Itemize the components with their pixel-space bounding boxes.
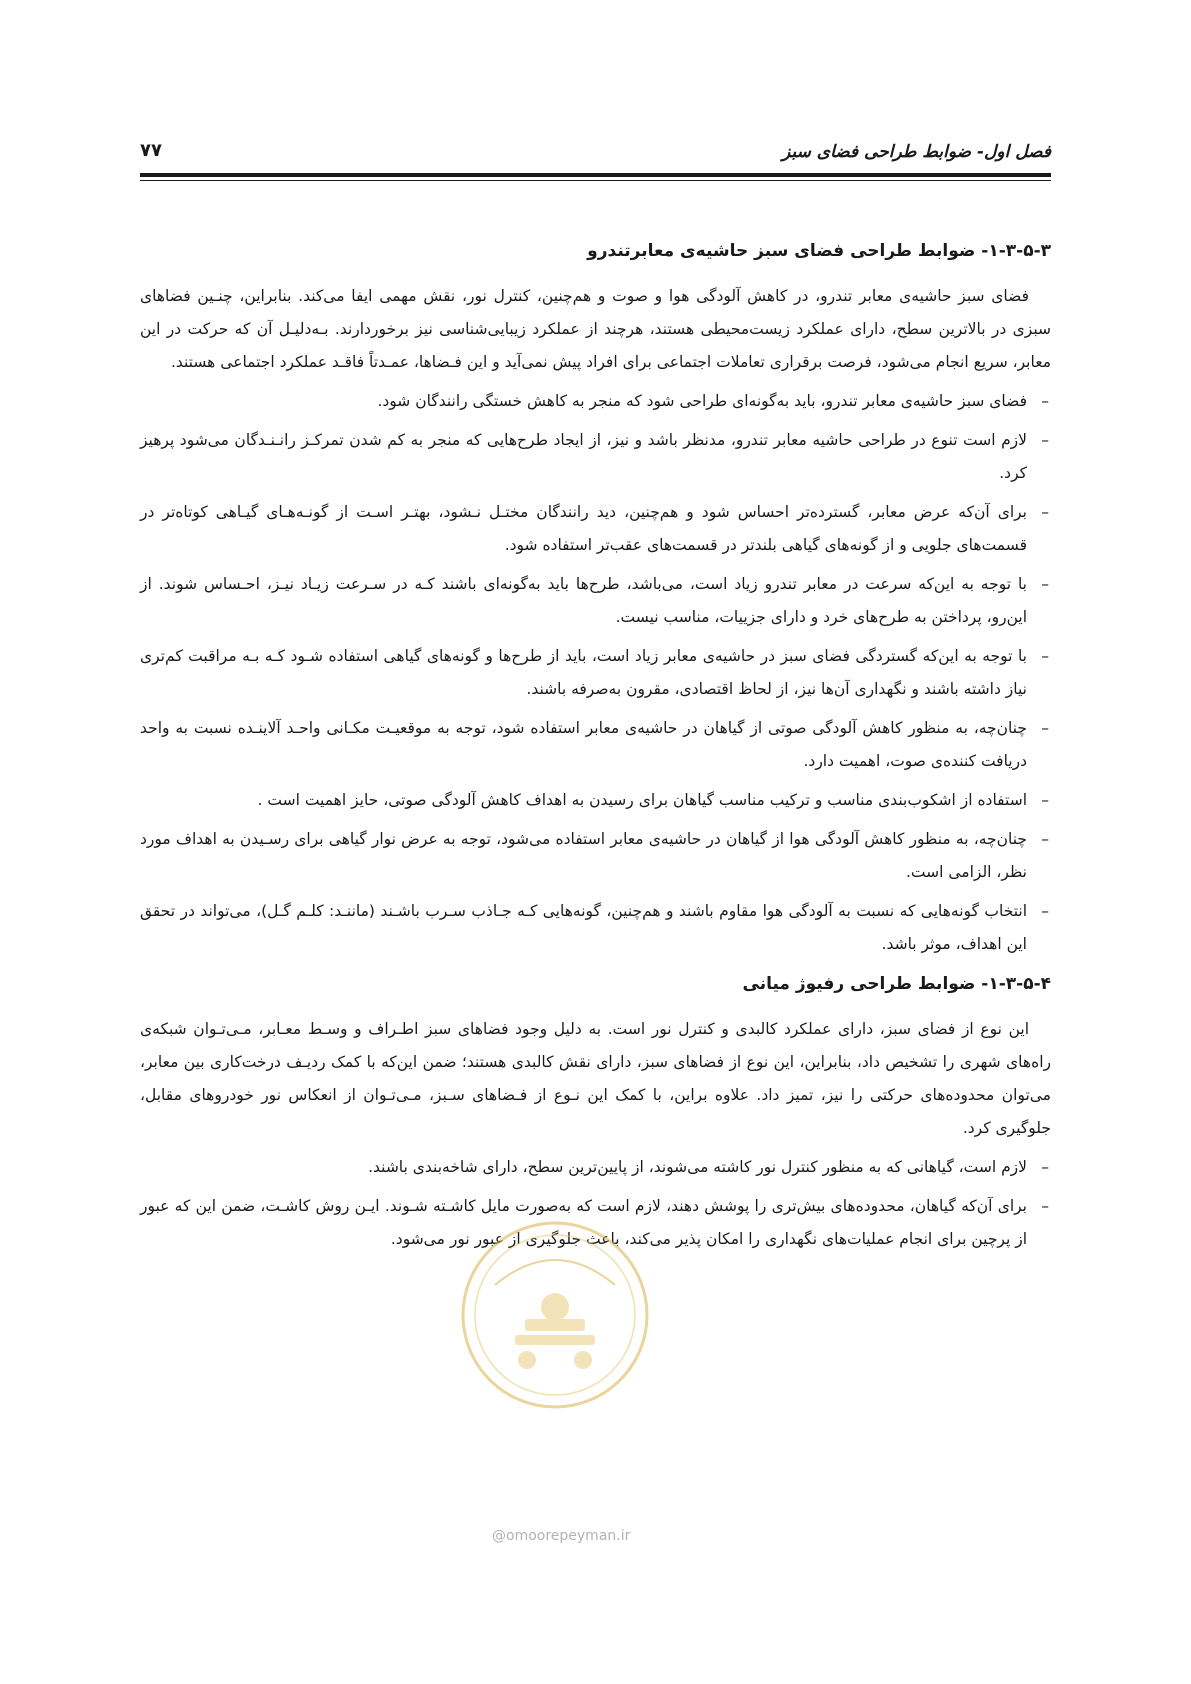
dash-bullet-icon: –	[1041, 902, 1049, 920]
dash-bullet-icon: –	[1041, 1158, 1049, 1176]
header-rule-thin	[140, 180, 1051, 181]
dash-bullet-icon: –	[1041, 503, 1049, 521]
list-item-text: استفاده از اشکوب‌بندی مناسب و ترکیب مناسب گیاهان برای رسیدن به اهداف کاهش آلودگی صوتی، حایز اهمیت است .	[257, 791, 1027, 809]
section-paragraph: فضای سبز حاشیه‌ی معابر تندرو، در کاهش آلودگی هوا و صوت و هم‌چنین، کنترل نور، نقش مهمی ایفا می‌کند. بنابراین، چنـین فضاهای سبزی در بالاترین سطح، دارای عملکرد زیست‌محیطی هستند، هرچند از عملکرد زیبایی‌شناسی نیز برخوردارند. بـه‌دلیـل آن که حرکت در این معابر، سریع انجام می‌شود، فرصت برقراری تعاملات اجتماعی برای افراد پیش نمی‌آید و این فـضاها، عمـدتاً فاقـد عملکرد اجتماعی هستند.	[140, 287, 1051, 371]
header-rule-thick	[140, 173, 1051, 177]
list-item-text: چنان‌چه، به منظور کاهش آلودگی صوتی از گیاهان در حاشیه‌ی معابر استفاده شود، توجه به موقعیـت مکـانی واحـد آلاینـده نسبت به واحد دریافت کننده‌ی صوت، اهمیت دارد.	[140, 719, 1027, 770]
bullet-list	[140, 385, 1051, 961]
dash-bullet-icon: –	[1041, 392, 1049, 410]
list-item	[140, 1190, 1051, 1256]
list-item-text: فضای سبز حاشیه‌ی معابر تندرو، باید به‌گونه‌ای طراحی شود که منجر به کاهش خستگی رانندگان شود.	[377, 392, 1027, 410]
list-item-text: چنان‌چه، به منظور کاهش آلودگی هوا از گیاهان در حاشیه‌ی معابر استفاده می‌شود، توجه به عرض نوار گیاهی برای رسـیدن به اهداف مورد نظر، الزامی است.	[140, 830, 1027, 881]
list-item	[140, 496, 1051, 562]
watermark-site-text	[492, 1528, 630, 1544]
page-number: ۷۷	[140, 140, 162, 161]
list-item	[140, 784, 1051, 817]
list-item-text: با توجه به این‌که سرعت در معابر تندرو زیاد است، می‌باشد، طرح‌ها باید به‌گونه‌ای باشند کـه در سـرعت زیـاد نیـز، احـساس شوند. از این‌رو، پرداختن به طرح‌های خرد و دارای جزییات، مناسب نیست.	[140, 575, 1027, 626]
dash-bullet-icon: –	[1041, 719, 1049, 737]
bullet-list	[140, 1151, 1051, 1256]
dash-bullet-icon: –	[1041, 830, 1049, 848]
watermark-at-icon: @	[492, 1528, 506, 1544]
running-title: فصل اول- ضوابط طراحی فضای سبز	[782, 142, 1051, 162]
dash-bullet-icon: –	[1041, 575, 1049, 593]
list-item-text: انتخاب گونه‌هایی که نسبت به آلودگی هوا مقاوم باشند و هم‌چنین، گونه‌هایی کـه جـاذب سـرب باشـند (ماننـد: کلـم گـل)، می‌تواند در تحقق این اهداف، موثر باشد.	[140, 902, 1027, 953]
list-item-text: لازم است، گیاهانی که به منظور کنترل نور کاشته می‌شوند، از پایین‌ترین سطح، دارای شاخه‌بندی باشند.	[368, 1158, 1027, 1176]
dash-bullet-icon: –	[1041, 791, 1049, 809]
page-body	[140, 236, 1051, 1264]
list-item	[140, 895, 1051, 961]
section-heading-highway-verge: ۱-۳-۵-۳- ضوابط طراحی فضای سبز حاشیه‌ی معابرتندرو	[587, 241, 1051, 261]
page-header	[140, 138, 1051, 178]
section-paragraph: این نوع از فضای سبز، دارای عملکرد کالبدی و کنترل نور است. به دلیل وجود فضاهای سبز اطـراف و وسـط معـابر، مـی‌تـوان شبکه‌ی راه‌های شهری را تشخیص داد، بنابراین، این نوع از فضاهای سبز، دارای نقش کالبدی هستند؛ ضمن این‌که با کمک ردیـف درخت‌کاری بین معابر، می‌توان محدوده‌های حرکتی را نیز، تمیز داد. علاوه براین، با کمک این نـوع از فـضاهای سـبز، مـی‌تـوان از انعکاس نور خودروهای مقابل، جلوگیری کرد.	[140, 1020, 1051, 1137]
list-item	[140, 385, 1051, 418]
section-heading-median-refuge: ۱-۳-۵-۴- ضوابط طراحی رفیوژ میانی	[742, 974, 1051, 994]
list-item-text: برای آن‌که عرض معابر، گسترده‌تر احساس شود و هم‌چنین، دید رانندگان مختـل نـشود، بهتـر اسـت از گونـه‌هـای گیـاهی کوتاه‌تر در قسمت‌های جلویی و از گونه‌های گیاهی بلندتر در قسمت‌های عقب‌تر استفاده شود.	[140, 503, 1027, 554]
list-item-text: با توجه به این‌که گستردگی فضای سبز در حاشیه‌ی معابر زیاد است، باید از طرح‌ها و گونه‌های گیاهی استفاده شـود کـه بـه مراقبت کم‌تری نیاز داشته باشند و نگهداری آن‌ها نیز، از لحاظ اقتصادی، مقرون به‌صرفه باشند.	[140, 647, 1027, 698]
list-item	[140, 568, 1051, 634]
watermark-site-label: omoorepeyman.ir	[506, 1528, 631, 1544]
dash-bullet-icon: –	[1041, 1197, 1049, 1215]
list-item	[140, 823, 1051, 889]
list-item	[140, 424, 1051, 490]
list-item	[140, 712, 1051, 778]
list-item-text: برای آن‌که گیاهان، محدوده‌های بیش‌تری را پوشش دهند، لازم است که به‌صورت مایل کاشـته شـوند. ایـن روش کاشـت، ضمن این که عبور از پرچین برای انجام عملیات‌های نگهداری را امکان پذیر می‌کند، باعث جلوگیری از عبور نور می‌شود.	[140, 1197, 1027, 1248]
list-item	[140, 1151, 1051, 1184]
dash-bullet-icon: –	[1041, 431, 1049, 449]
dash-bullet-icon: –	[1041, 647, 1049, 665]
list-item	[140, 640, 1051, 706]
list-item-text: لازم است تنوع در طراحی حاشیه معابر تندرو، مدنظر باشد و نیز، از ایجاد طرح‌هایی که منجر به کم شدن تمرکـز رانـنـدگان می‌شود پرهیز کرد.	[140, 431, 1027, 482]
